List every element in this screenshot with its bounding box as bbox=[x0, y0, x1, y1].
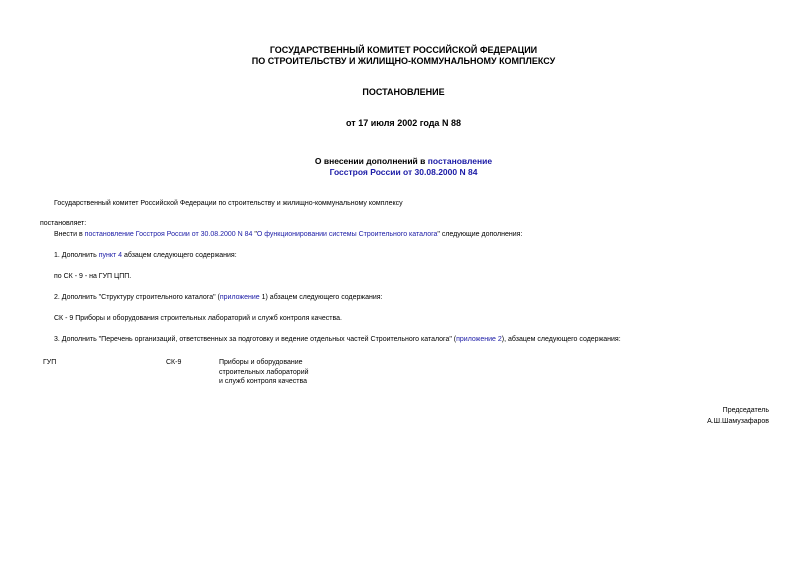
paragraph-amend-suffix: " следующие дополнения: bbox=[437, 231, 523, 238]
link-catalog-system[interactable]: О функционировании системы Строительного каталога bbox=[256, 231, 438, 238]
link-appendix[interactable]: приложение bbox=[219, 294, 260, 301]
item3-suffix: ), абзацем следующего содержания: bbox=[501, 336, 621, 343]
title-link-gosstroy[interactable]: Госстроя России от 30.08.2000 N 84 bbox=[329, 167, 478, 177]
table-description-line: строительных лабораторий bbox=[219, 368, 309, 376]
table-cell-code: СК-9 bbox=[166, 359, 182, 366]
item2-suffix: 1) абзацем следующего содержания: bbox=[259, 294, 383, 301]
document-type: ПОСТАНОВЛЕНИЕ bbox=[362, 87, 445, 97]
org-name-line2: ПО СТРОИТЕЛЬСТВУ И ЖИЛИЩНО-КОММУНАЛЬНОМУ КОМПЛЕКСУ bbox=[251, 56, 556, 66]
link-appendix-2[interactable]: приложение 2 bbox=[456, 336, 502, 343]
item1-suffix: абзацем следующего содержания: bbox=[122, 252, 237, 259]
paragraph-item3 bbox=[54, 335, 621, 344]
paragraph-item1 bbox=[54, 251, 237, 260]
paragraph-amend-mid: " bbox=[252, 231, 257, 238]
item2-prefix: 2. Дополнить "Структуру строительного каталога" ( bbox=[54, 294, 220, 301]
document-title-line1 bbox=[0, 156, 807, 167]
document-date-number: от 17 июля 2002 года N 88 bbox=[346, 118, 461, 128]
table-description-line: и служб контроля качества bbox=[219, 378, 308, 385]
table-cell-description bbox=[219, 358, 309, 387]
table-cell-org: ГУП bbox=[43, 359, 57, 366]
paragraph-item2 bbox=[54, 293, 382, 302]
item1-prefix: 1. Дополнить bbox=[54, 252, 99, 259]
signature-position: Председатель bbox=[722, 407, 769, 414]
intro-paragraph: Государственный комитет Российской Федерации по строительству и жилищно-коммунальному комплексу bbox=[54, 200, 403, 207]
title-link-resolution[interactable]: постановление bbox=[427, 156, 493, 166]
item3-prefix: 3. Дополнить "Перечень организаций, ответственных за подготовку и ведение отдельных частей Строительного каталога" ( bbox=[54, 336, 457, 343]
link-resolution-84[interactable]: постановление Госстроя России от 30.08.2000 N 84 bbox=[84, 231, 253, 238]
document-title-line2 bbox=[0, 167, 807, 178]
resolves-text: постановляет: bbox=[40, 220, 87, 227]
paragraph-sk9-gup: по СК - 9 - на ГУП ЦПП. bbox=[54, 273, 132, 280]
link-point-4[interactable]: пункт 4 bbox=[98, 252, 123, 259]
title-text: О внесении дополнений в bbox=[314, 156, 428, 166]
table-description-line: Приборы и оборудование bbox=[219, 359, 303, 366]
org-name-line1: ГОСУДАРСТВЕННЫЙ КОМИТЕТ РОССИЙСКОЙ ФЕДЕРАЦИИ bbox=[269, 45, 538, 55]
paragraph-amend-prefix: Внести в bbox=[54, 231, 85, 238]
paragraph-sk9-devices: СК - 9 Приборы и оборудования строительных лабораторий и служб контроля качества. bbox=[54, 315, 342, 322]
paragraph-amend bbox=[54, 230, 522, 239]
signature-name: А.Ш.Шамузафаров bbox=[707, 418, 769, 425]
